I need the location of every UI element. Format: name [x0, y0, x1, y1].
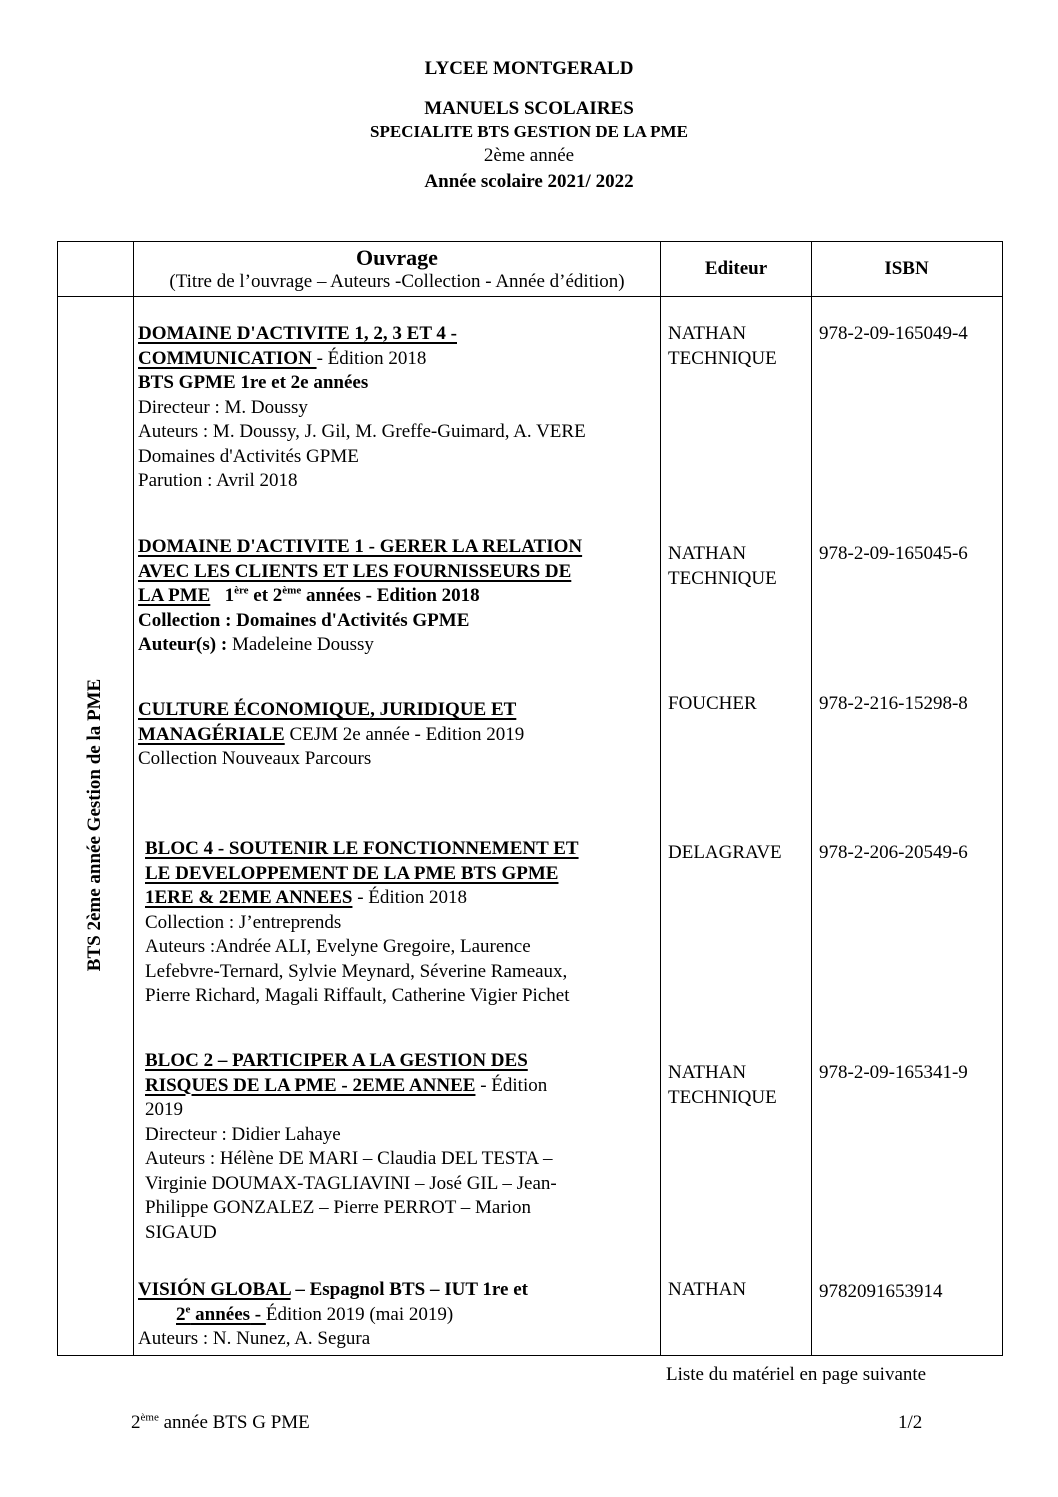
footer-level-prefix: 2 [131, 1412, 141, 1433]
book-year-1-sup: ère [234, 584, 249, 597]
book-authors: Pierre Richard, Magali Riffault, Catherine Vigier Pichet [145, 985, 570, 1006]
book-entry [138, 698, 524, 772]
book-year: 2 [176, 1303, 186, 1325]
column-divider [133, 241, 134, 1355]
book-editor: NATHAN [668, 1279, 747, 1300]
book-entry [138, 322, 586, 494]
book-isbn: 978-2-09-165341-9 [819, 1062, 968, 1083]
book-edition: années - Edition 2018 [301, 585, 480, 606]
page-number: 1/2 [898, 1412, 923, 1433]
book-editor [668, 542, 777, 591]
document-title: MANUELS SCOLAIRES [424, 98, 634, 119]
book-authors: Philippe GONZALEZ – Pierre PERROT – Marion [145, 1197, 531, 1218]
book-editor [668, 322, 777, 371]
book-collection: Domaines d'Activités GPME [138, 445, 359, 467]
book-authors: Lefebvre-Ternard, Sylvie Meynard, Séverine Rameaux, [145, 960, 568, 982]
school-name: LYCEE MONTGERALD [424, 58, 634, 79]
book-authors: Madeleine Doussy [227, 634, 374, 655]
book-isbn: 978-2-206-20549-6 [819, 842, 968, 863]
book-title-line: MANAGÉRIALE [138, 723, 285, 745]
book-edition: - Édition [475, 1074, 548, 1096]
book-collection: Collection : Domaines d'Activités GPME [138, 609, 470, 631]
footer-level-sup: ème [140, 1411, 159, 1424]
book-title-line: CULTURE ÉCONOMIQUE, JURIDIQUE ET [138, 699, 517, 720]
editor-line: NATHAN [668, 323, 747, 344]
specialty-title: SPECIALITE BTS GESTION DE LA PME [370, 122, 688, 141]
book-entry [138, 1278, 528, 1352]
book-title-line: COMMUNICATION [138, 347, 317, 369]
book-edition: - Édition 2018 [316, 347, 427, 369]
book-title-line: RISQUES DE LA PME - 2EME ANNEE [145, 1074, 476, 1096]
book-entry [138, 535, 582, 658]
header-work [134, 245, 660, 293]
book-title-line: VISIÓN GLOBAL [138, 1279, 291, 1300]
book-title-line: AVEC LES CLIENTS ET LES FOURNISSEURS DE [138, 560, 572, 582]
book-isbn: 978-2-216-15298-8 [819, 693, 968, 714]
book-year-2-sup: ème [282, 584, 302, 597]
book-authors-label: Auteur(s) : [138, 634, 228, 655]
editor-line: TECHNIQUE [668, 1086, 777, 1108]
book-collection: Collection : J’entreprends [145, 911, 342, 933]
year-level: 2ème année [483, 145, 575, 166]
footer-level-suffix: année BTS G PME [158, 1412, 310, 1433]
editor-line: TECHNIQUE [668, 567, 777, 589]
book-authors: Auteurs : M. Doussy, J. Gil, M. Greffe-Guimard, A. VERE [138, 421, 586, 442]
book-edition: - Édition 2018 [352, 887, 467, 908]
book-title-dash: - [250, 1303, 266, 1325]
book-title-line: LA PME [138, 585, 211, 606]
book-director: Directeur : Didier Lahaye [145, 1123, 341, 1145]
row-label [57, 296, 133, 1354]
school-year: Année scolaire 2021/ 2022 [424, 171, 634, 192]
header-separator [57, 296, 1002, 297]
book-year-sup: e [185, 1303, 191, 1316]
footer-level [131, 1412, 310, 1434]
book-edition-year: 2019 [145, 1099, 183, 1120]
header-editor: Editeur [704, 258, 768, 279]
editor-line: TECHNIQUE [668, 347, 777, 369]
header-isbn: ISBN [884, 258, 929, 279]
header-work-subtitle: (Titre de l’ouvrage – Auteurs -Collection - Année d’édition) [169, 271, 625, 292]
book-isbn: 978-2-09-165045-6 [819, 543, 968, 564]
book-title-line: BLOC 2 – PARTICIPER A LA GESTION DES [145, 1050, 528, 1071]
book-isbn: 978-2-09-165049-4 [819, 323, 968, 344]
book-title-line: – Espagnol BTS – IUT 1re et [290, 1279, 528, 1300]
book-authors: Virginie DOUMAX-TAGLIAVINI – José GIL – Jean- [145, 1172, 557, 1194]
editor-line: NATHAN [668, 1062, 747, 1083]
book-year-1: 1 [224, 585, 235, 606]
book-entry [145, 837, 579, 1009]
row-label-text: BTS 2ème année Gestion de la PME [84, 678, 106, 972]
book-isbn: 9782091653914 [819, 1281, 943, 1302]
book-authors: Auteurs :Andrée ALI, Evelyne Gregoire, Laurence [145, 936, 531, 957]
book-release: Parution : Avril 2018 [138, 470, 298, 491]
editor-line: NATHAN [668, 543, 747, 564]
book-title-line: LE DEVELOPPEMENT DE LA PME BTS GPME [145, 862, 559, 884]
book-authors: Auteurs : N. Nunez, A. Segura [138, 1328, 371, 1349]
book-title-line: DOMAINE D'ACTIVITE 1 - GERER LA RELATION [138, 536, 583, 557]
book-title-line: BLOC 4 - SOUTENIR LE FONCTIONNEMENT ET [145, 838, 579, 859]
book-title-line: DOMAINE D'ACTIVITE 1, 2, 3 ET 4 - [138, 323, 457, 344]
book-editor: DELAGRAVE [668, 842, 782, 863]
book-editor: FOUCHER [668, 693, 757, 714]
column-divider [660, 241, 661, 1355]
book-authors: Auteurs : Hélène DE MARI – Claudia DEL TESTA – [145, 1148, 553, 1169]
book-subtitle: BTS GPME 1re et 2e années [138, 372, 369, 393]
next-page-note: Liste du matériel en page suivante [666, 1364, 927, 1385]
book-collection: Collection Nouveaux Parcours [138, 748, 372, 769]
book-year-2: et 2 [248, 585, 283, 606]
header-work-title: Ouvrage [356, 245, 438, 270]
book-title-line: 1ERE & 2EME ANNEES [145, 887, 353, 908]
book-years-word: années [190, 1303, 251, 1325]
book-authors: SIGAUD [145, 1221, 217, 1243]
column-divider [811, 241, 812, 1355]
book-editor [668, 1061, 777, 1110]
book-entry [145, 1049, 557, 1245]
book-edition: Édition 2019 (mai 2019) [265, 1303, 454, 1325]
book-edition: CEJM 2e année - Edition 2019 [284, 723, 525, 745]
book-director: Directeur : M. Doussy [138, 396, 308, 418]
